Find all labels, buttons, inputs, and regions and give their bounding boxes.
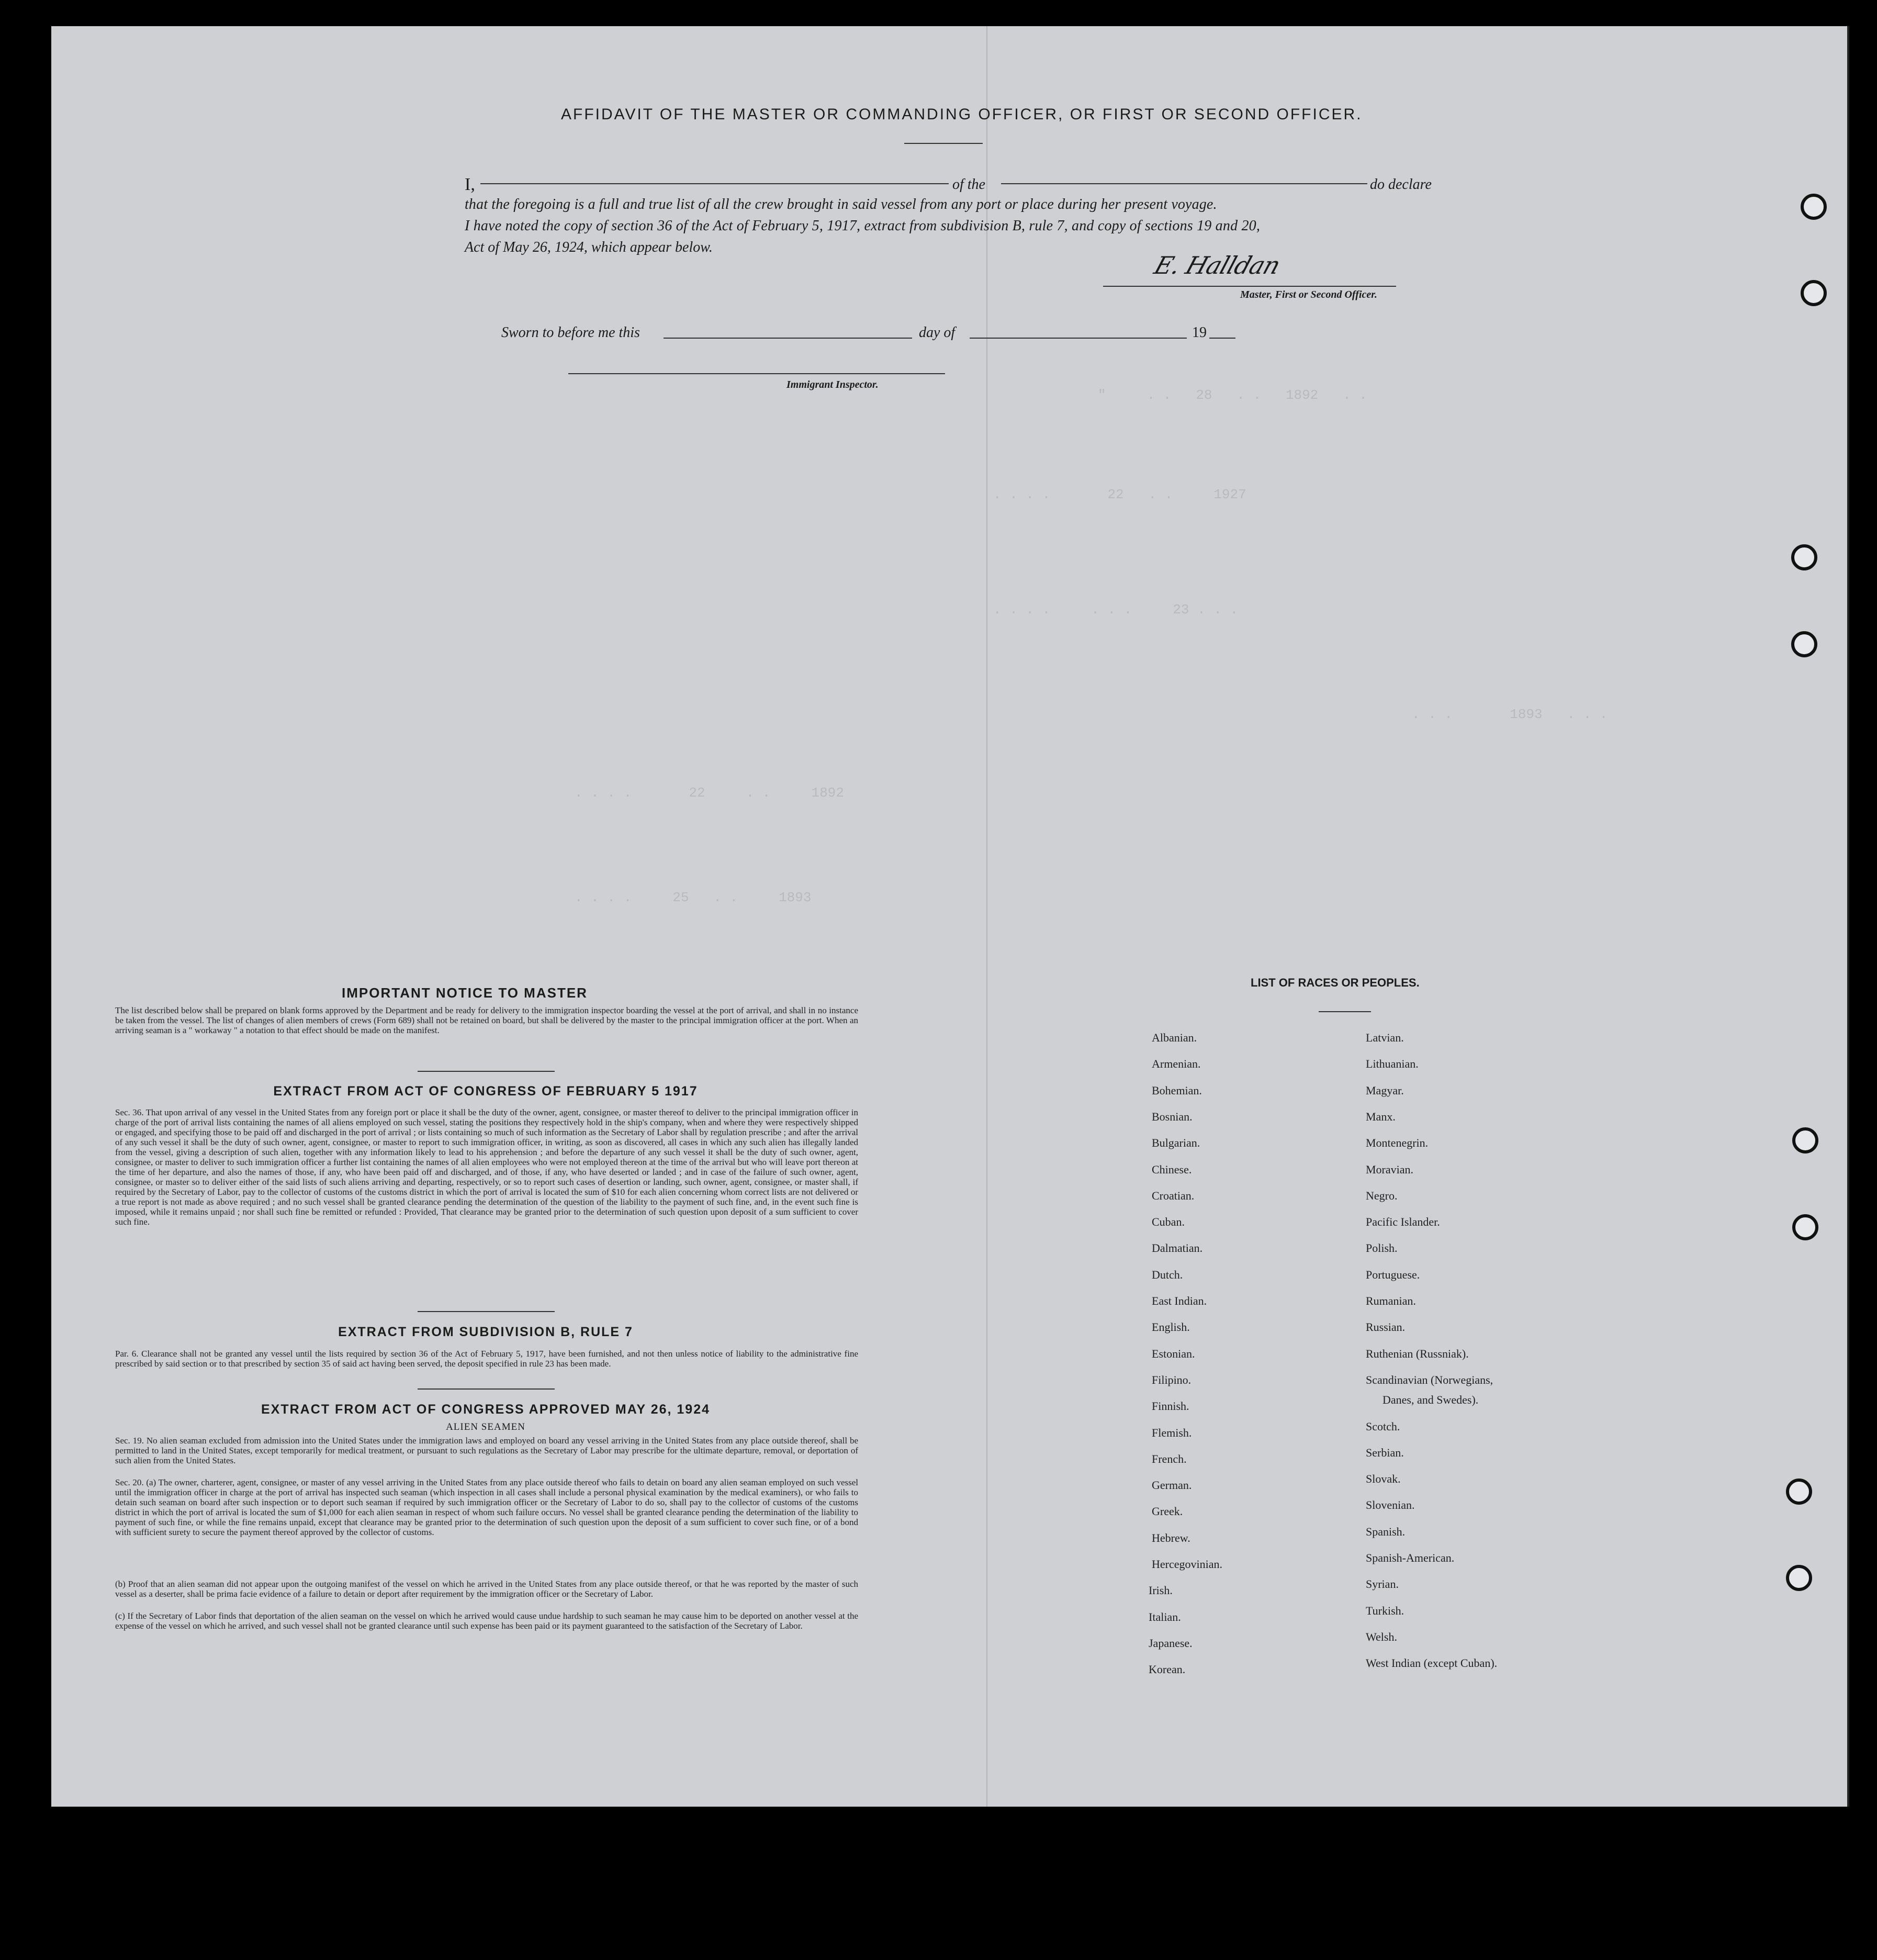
- inspector-signature-line: [568, 373, 945, 374]
- bleed-through-text: " . . 28 . . 1892 . .: [1098, 387, 1367, 403]
- race-item: Cuban.: [1152, 1215, 1185, 1229]
- race-item: Russian.: [1366, 1320, 1406, 1334]
- signature-caption: Master, First or Second Officer.: [1240, 289, 1377, 300]
- race-item: French.: [1152, 1452, 1187, 1465]
- extract-1924-sec19: Sec. 19. No alien seaman excluded from admission into the United States under the immigration laws and employed on board any vessel arriving in the United States from any place outside thereof, shall be permitted to land in the United States, except temporarily for medical treatment, or pursuant to such regulations as the Secretary of Labor may prescribe for the ultimate departure, removal, or deportation of such alien from the United States.: [115, 1436, 858, 1465]
- race-item: Greek.: [1152, 1505, 1183, 1518]
- extract-1924-subtitle: ALIEN SEAMEN: [446, 1421, 525, 1432]
- race-item: Flemish.: [1152, 1426, 1192, 1439]
- punch-hole: [1791, 631, 1817, 657]
- punch-hole: [1786, 1479, 1812, 1505]
- race-item: Scotch.: [1366, 1419, 1400, 1433]
- race-item: Italian.: [1149, 1610, 1181, 1623]
- race-item: Chinese.: [1152, 1162, 1192, 1176]
- race-item: East Indian.: [1152, 1294, 1207, 1307]
- race-item: Spanish-American.: [1366, 1551, 1455, 1564]
- race-item: Magyar.: [1366, 1083, 1404, 1097]
- race-item: Estonian.: [1152, 1347, 1195, 1360]
- race-item: Syrian.: [1366, 1577, 1399, 1591]
- notice-text: The list described below shall be prepared on blank forms approved by the Department and be ready for delivery to the immigration inspector boarding the vessel at the port of arrival, and shall in no instance be taken from the vessel. The list of changes of alien members of crews (Form 689) shall not be retained on board, but shall be delivered by the master to the principal immigration officer at the port. When an arriving seaman is a " workaway " a notation to that effect should be made on the manifest.: [115, 1005, 858, 1035]
- vessel-blank-line[interactable]: [1001, 183, 1367, 184]
- race-item: Japanese.: [1149, 1636, 1193, 1650]
- race-item: Hebrew.: [1152, 1531, 1190, 1544]
- affidavit-body-line: Act of May 26, 1924, which appear below.: [465, 239, 713, 255]
- punch-hole: [1791, 544, 1817, 570]
- year-label: 19: [1192, 324, 1207, 341]
- sworn-month-blank-line[interactable]: [970, 338, 1187, 339]
- race-item: Montenegrin.: [1366, 1136, 1429, 1150]
- race-item: Irish.: [1149, 1584, 1173, 1597]
- rule7-text: Par. 6. Clearance shall not be granted any vessel until the lists required by section 36 of the Act of February 5, 1917, have been furnished, and not then unless notice of liability to the administrative fine prescribed by said section or to that prescribed by section 35 of said act having been served, the deposit specified in rule 23 has been made.: [115, 1349, 858, 1369]
- race-item: Scandinavian (Norwegians,: [1366, 1373, 1493, 1386]
- race-item: English.: [1152, 1320, 1190, 1334]
- race-item: Negro.: [1366, 1189, 1398, 1202]
- affidavit-of-the-label: of the: [952, 176, 985, 193]
- race-item: Dutch.: [1152, 1268, 1183, 1281]
- race-item: Dalmatian.: [1152, 1241, 1203, 1255]
- signature-line: [1103, 286, 1396, 287]
- race-item: Hercegovinian.: [1152, 1558, 1222, 1571]
- year-blank-line[interactable]: [1209, 338, 1235, 339]
- page-fold: [986, 26, 987, 1807]
- extract-1917-text: Sec. 36. That upon arrival of any vessel in the United States from any foreign port or place it shall be the duty of the owner, agent, consignee, or master thereof to deliver to the principal immigration officer in charge of the port of arrival lists containing the names of all aliens employed on such vessel, stating the positions they respectively hold in the ship's company, when and where they were respectively shipped or engaged, and specifying those to be paid off and discharged in the port of arrival ; or lists containing so much of such information as the Secretary of Labor shall by regulation prescribe ; and after the arrival of any such vessel it shall be the duty of such owner, agent, consignee, or master to report to such immigration officer, in writing, as soon as discovered, all cases in which any such alien has illegally landed from the vessel, giving a description of such alien, together with any information likely to lead to his apprehension ; and before the departure of any such vessel it shall be the duty of such owner, agent, consignee, or master to deliver to such immigration officer a further list containing the names of all alien employees who were not employed thereon at the time of the arrival but who will leave port thereon at the time of her departure, and also the names of those, if any, who have been paid off and discharged, and of those, if any, who have deserted or landed ; and in case of the failure of such owner, agent, consignee, or master so to deliver either of the said lists of such aliens arriving and departing, respectively, or so to report such cases of desertion or landing, such owner, agent, consignee, or master shall, if required by the Secretary of Labor, pay to the collector of customs of the customs district in which the port of arrival is located the sum of $10 for each alien concerning whom correct lists are not delivered or a true report is not made as above required ; and no such vessel shall be granted clearance pending the determination of the question of the liability to the payment of such fine, and, in the event such fine is imposed, while it remains unpaid ; nor shall such fine be remitted or refunded : Provided, That clearance may be granted prior to the determination of such question upon deposit of a sum sufficient to cover such fine.: [115, 1107, 858, 1227]
- sworn-day-blank-line[interactable]: [664, 338, 912, 339]
- race-item: Ruthenian (Russniak).: [1366, 1347, 1469, 1360]
- rule7-title: EXTRACT FROM SUBDIVISION B, RULE 7: [338, 1325, 633, 1339]
- punch-hole: [1792, 1127, 1818, 1153]
- bleed-through-text: . . . . 25 . . 1893: [575, 890, 812, 905]
- divider: [418, 1388, 555, 1390]
- race-item: Korean.: [1149, 1663, 1186, 1676]
- race-item: Welsh.: [1366, 1630, 1397, 1643]
- punch-hole: [1792, 1214, 1818, 1240]
- race-item: Portuguese.: [1366, 1268, 1420, 1281]
- race-item: Lithuanian.: [1366, 1057, 1419, 1071]
- document-page: [51, 26, 1849, 1807]
- race-item: Latvian.: [1366, 1031, 1404, 1044]
- extract-1917-title: EXTRACT FROM ACT OF CONGRESS OF FEBRUARY 5 1917: [273, 1084, 698, 1099]
- race-item: Bohemian.: [1152, 1083, 1202, 1097]
- race-item: Rumanian.: [1366, 1294, 1416, 1307]
- notice-title: IMPORTANT NOTICE TO MASTER: [342, 985, 588, 1001]
- race-item: West Indian (except Cuban).: [1366, 1656, 1498, 1670]
- race-item: German.: [1152, 1479, 1192, 1492]
- punch-hole: [1801, 280, 1827, 306]
- races-title: LIST OF RACES OR PEOPLES.: [1251, 976, 1420, 989]
- race-item: Croatian.: [1152, 1189, 1195, 1202]
- divider: [418, 1311, 555, 1312]
- signature: E. Halldan: [1151, 251, 1284, 279]
- race-item: Pacific Islander.: [1366, 1215, 1440, 1229]
- race-item: Albanian.: [1152, 1031, 1197, 1044]
- bleed-through-text: . . . . 22 . . 1892: [575, 785, 844, 801]
- bleed-through-text: . . . . 22 . . 1927: [993, 487, 1246, 502]
- race-item: Spanish.: [1366, 1525, 1406, 1538]
- race-item: Armenian.: [1152, 1057, 1201, 1071]
- extract-1924-title: EXTRACT FROM ACT OF CONGRESS APPROVED MAY 26, 1924: [261, 1402, 711, 1417]
- race-item: Slovenian.: [1366, 1498, 1415, 1512]
- race-item: Danes, and Swedes).: [1383, 1393, 1479, 1407]
- race-item: Finnish.: [1152, 1399, 1189, 1413]
- divider: [904, 143, 983, 144]
- punch-hole: [1786, 1565, 1812, 1591]
- race-item: Manx.: [1366, 1110, 1396, 1123]
- divider: [1319, 1011, 1371, 1012]
- bleed-through-text: . . . 1893 . . .: [1412, 707, 1608, 722]
- affidavit-title: AFFIDAVIT OF THE MASTER OR COMMANDING OFFICER, OR FIRST OR SECOND OFFICER.: [561, 106, 1363, 123]
- race-item: Serbian.: [1366, 1446, 1404, 1459]
- race-item: Turkish.: [1366, 1604, 1404, 1617]
- sworn-label: Sworn to before me this: [501, 324, 640, 341]
- day-of-label: day of: [919, 324, 956, 341]
- race-item: Slovak.: [1366, 1472, 1401, 1486]
- inspector-caption: Immigrant Inspector.: [786, 379, 879, 390]
- race-item: Moravian.: [1366, 1162, 1414, 1176]
- extract-1924-sec20b: (b) Proof that an alien seaman did not appear upon the outgoing manifest of the vessel on which he arrived in the United States from any place outside thereof, or that he was reported by the master of such vessel as a deserter, shall be prima facie evidence of a failure to detain or deport after requirement by the immigration officer or the Secretary of Labor.: [115, 1579, 858, 1599]
- bleed-through-text: . . . . . . . 23 . . .: [993, 602, 1239, 618]
- affidavit-body-line: that the foregoing is a full and true list of all the crew brought in said vessel from any port or place during her present voyage.: [465, 196, 1217, 212]
- extract-1924-sec20c: (c) If the Secretary of Labor finds that deportation of the alien seaman on the vessel on which he arrived would cause undue hardship to such seaman he may cause him to be deported on another vessel at the expense of the vessel on which he arrived, and such vessel shall not be granted clearance until such expense has been paid or its payment guaranteed to the satisfaction of the Secretary of Labor.: [115, 1611, 858, 1631]
- affidavit-body-line: I have noted the copy of section 36 of the Act of February 5, 1917, extract from subdivision B, rule 7, and copy of sections 19 and 20,: [465, 218, 1261, 234]
- affidavit-i-label: I,: [465, 175, 475, 194]
- race-item: Polish.: [1366, 1241, 1398, 1255]
- name-blank-line[interactable]: [480, 183, 949, 184]
- race-item: Bosnian.: [1152, 1110, 1193, 1123]
- affidavit-declare-label: do declare: [1370, 176, 1432, 193]
- extract-1924-sec20a: Sec. 20. (a) The owner, charterer, agent, consignee, or master of any vessel arriving in the United States from any place outside thereof who fails to detain on board any alien seaman employed on such vessel until the immigration officer in charge at the port of arrival has inspected such seaman (which inspection in all cases shall include a personal physical examination by the medical examiners), or who fails to detain such seaman on board after such inspection or to deport such seaman if required by such immigration officer or the Secretary of Labor to do so, shall pay to the collector of customs of the customs district in which the port of arrival is located the sum of $1,000 for each alien seaman in respect of whom such failure occurs. No vessel shall be granted clearance pending the determination of the liability to payment of such fine, or while the fine remains unpaid, except that clearance may be granted prior to the determination of such question upon the deposit of a sum sufficient to cover such fine, or of a bond with sufficient surety to secure the payment thereof approved by the collector of customs.: [115, 1477, 858, 1537]
- race-item: Filipino.: [1152, 1373, 1192, 1386]
- punch-hole: [1801, 194, 1827, 220]
- divider: [418, 1071, 555, 1072]
- race-item: Bulgarian.: [1152, 1136, 1200, 1150]
